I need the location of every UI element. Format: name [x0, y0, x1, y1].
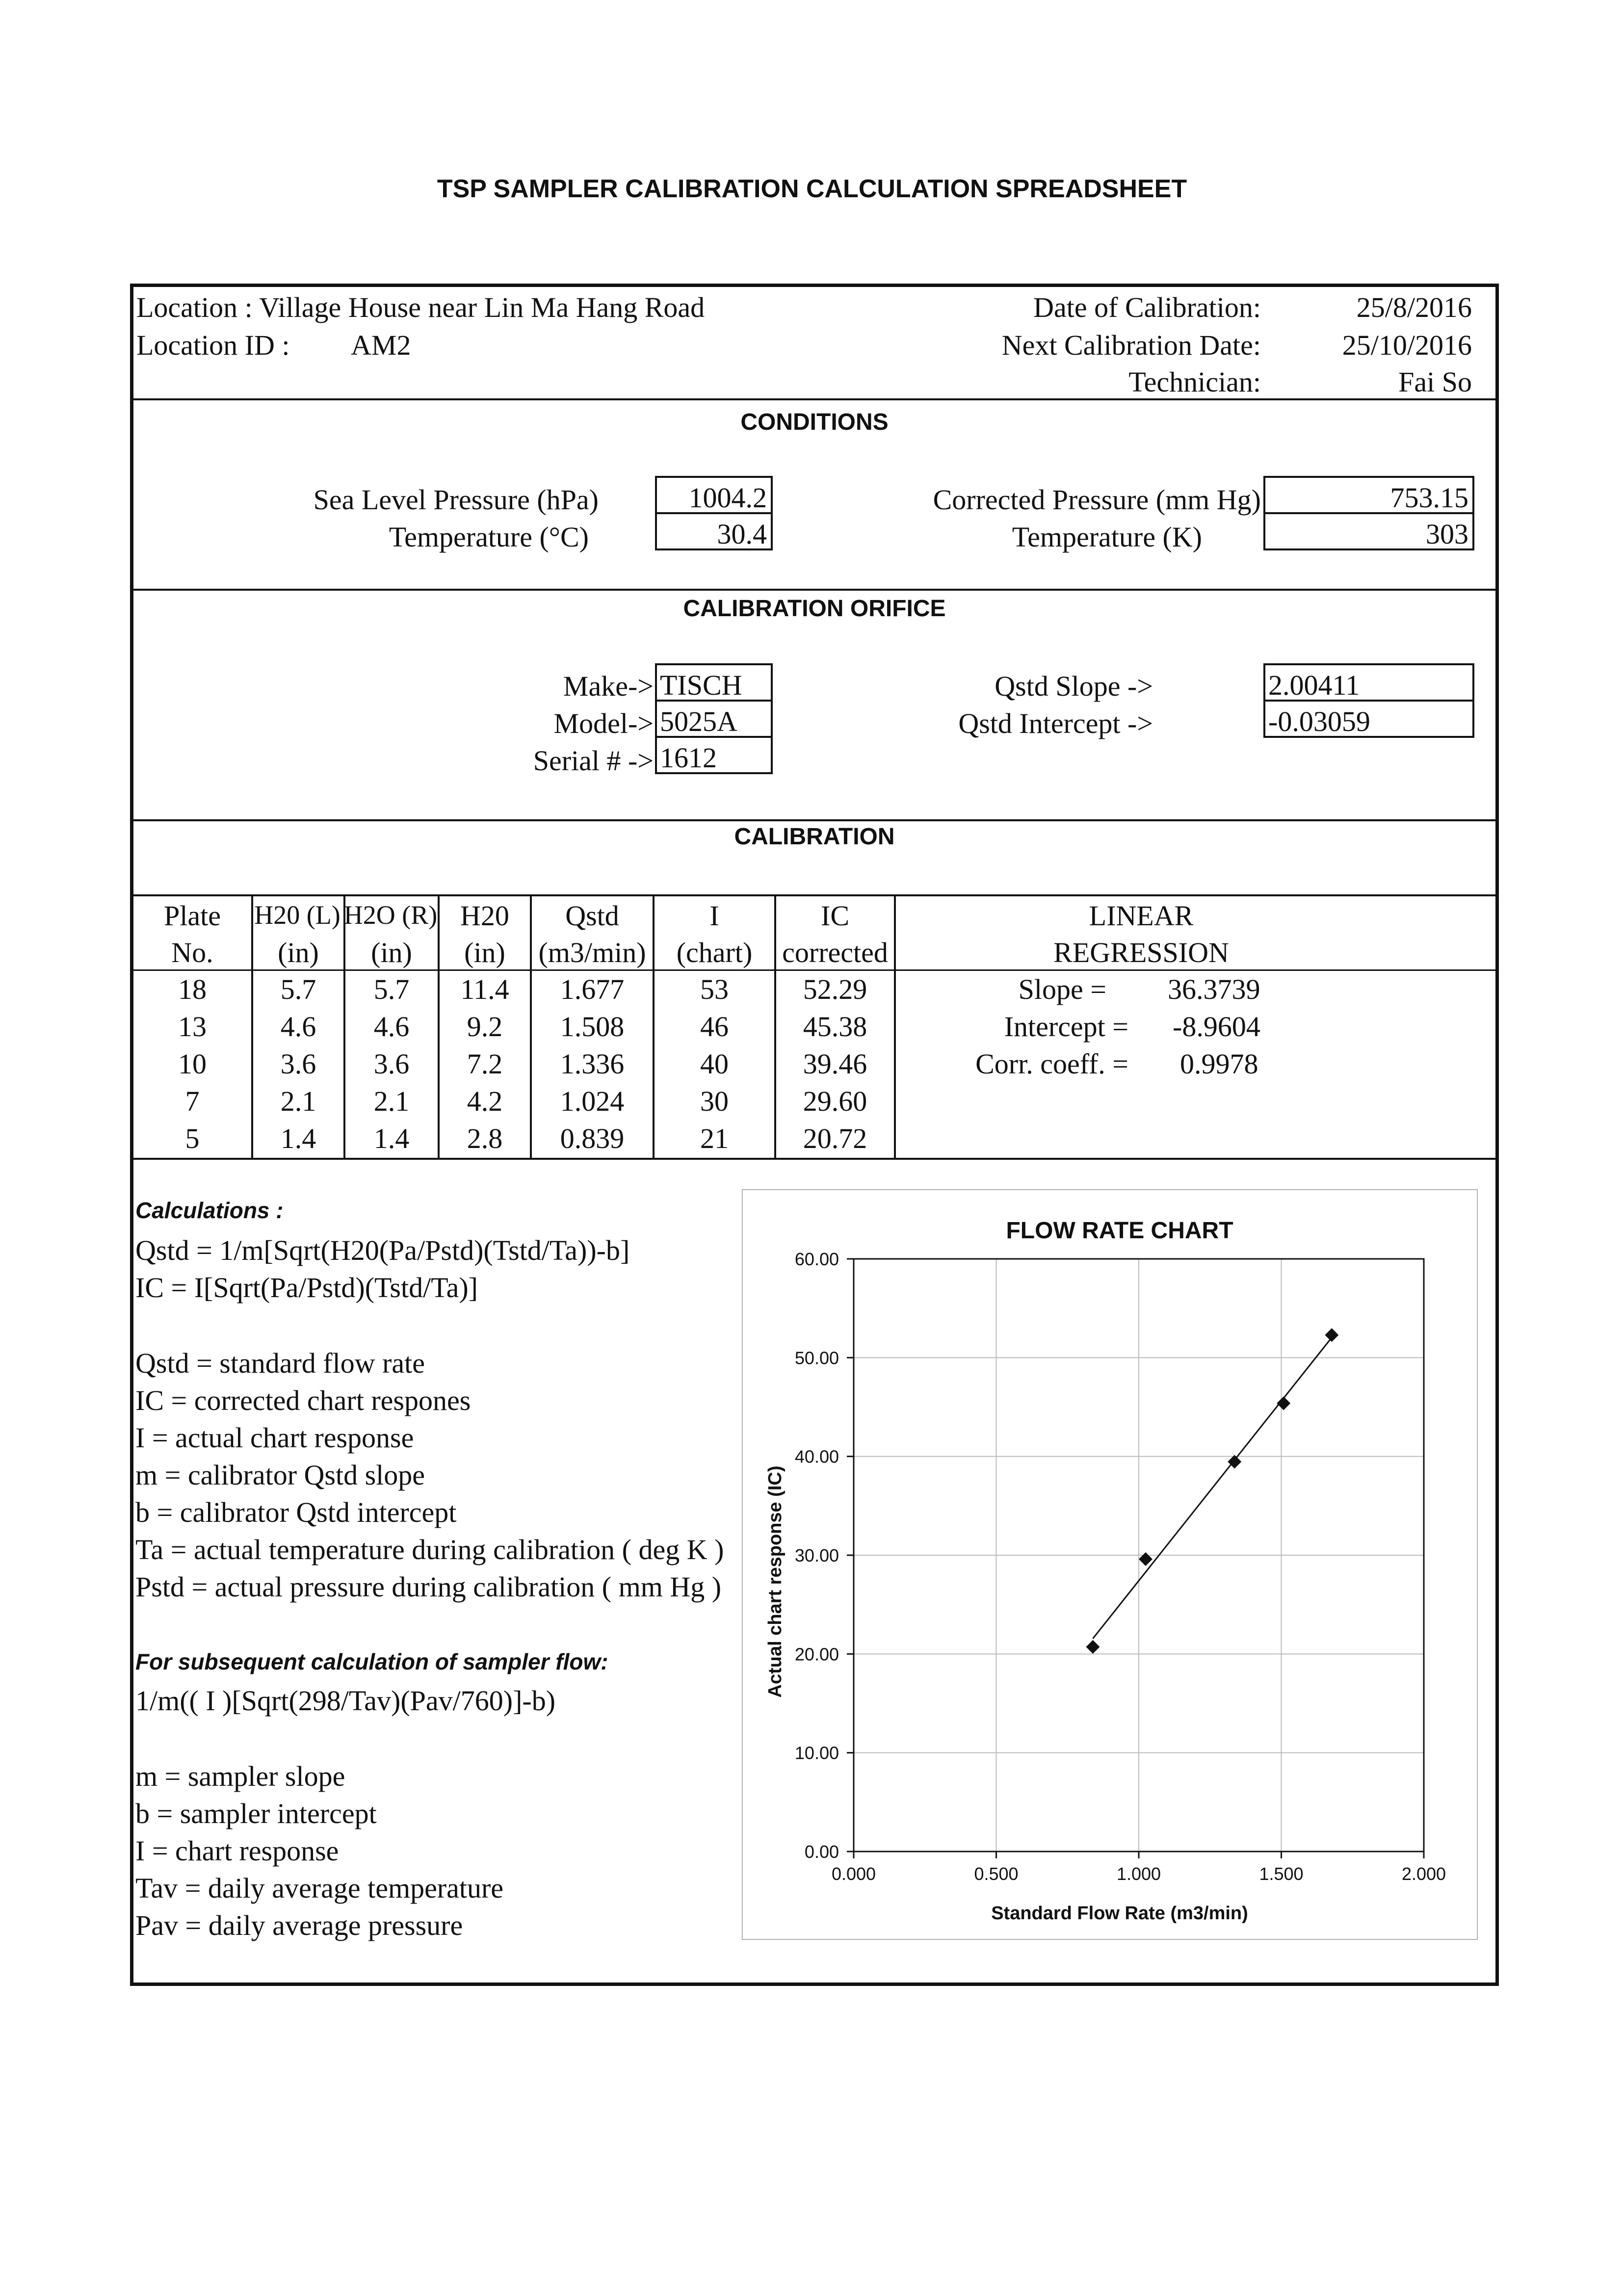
cell-plate: 7	[185, 1085, 200, 1117]
cell-i: 40	[700, 1048, 729, 1080]
header-plate-unit: No.	[171, 937, 213, 968]
qstd-intercept-value: -0.03059	[1263, 700, 1474, 738]
cell-qstd: 1.336	[560, 1048, 625, 1080]
divider-table-bottom	[130, 1158, 1499, 1160]
flow-rate-chart	[742, 1189, 1478, 1940]
definition: b = sampler intercept	[135, 1798, 377, 1829]
definition: Pstd = actual pressure during calibration ( mm Hg )	[135, 1571, 722, 1603]
location-id-value: AM2	[351, 329, 411, 361]
model-value: 5025A	[655, 700, 773, 738]
regression-corr-value: 0.9978	[1180, 1048, 1258, 1080]
chart-title: FLOW RATE CHART	[1006, 1218, 1233, 1244]
cell-h20-l: 3.6	[280, 1048, 316, 1080]
cell-i: 46	[700, 1011, 729, 1043]
serial-value: 1612	[655, 736, 773, 774]
cell-h20: 9.2	[467, 1011, 503, 1043]
temperature-k-value: 303	[1263, 512, 1474, 550]
definition: Tav = daily average temperature	[135, 1872, 504, 1904]
cell-qstd: 1.677	[560, 973, 625, 1005]
conditions-heading: CONDITIONS	[740, 409, 889, 435]
cell-h2o-r: 5.7	[373, 973, 410, 1005]
location-label: Location :	[136, 291, 253, 323]
corrected-pressure-label: Corrected Pressure (mm Hg)	[933, 484, 1261, 516]
sea-level-pressure-label: Sea Level Pressure (hPa)	[313, 484, 599, 516]
cell-plate: 13	[178, 1011, 207, 1043]
sea-level-pressure-value: 1004.2	[655, 476, 773, 514]
cell-i: 21	[700, 1122, 729, 1154]
cell-qstd: 1.508	[560, 1011, 625, 1043]
technician-value: Fai So	[1398, 366, 1472, 398]
definition: Ta = actual temperature during calibration ( deg K )	[135, 1534, 724, 1565]
header-qstd-unit: (m3/min)	[538, 937, 646, 968]
cell-h20: 2.8	[467, 1122, 503, 1154]
temperature-c-label: Temperature (°C)	[389, 521, 589, 553]
header-h20-unit: (in)	[464, 937, 505, 968]
cell-h2o-r: 3.6	[373, 1048, 410, 1080]
divider-orifice	[130, 819, 1499, 821]
definition: Pav = daily average pressure	[135, 1909, 463, 1941]
header-h2o-r-unit: (in)	[371, 937, 412, 968]
qstd-slope-label: Qstd Slope ->	[995, 670, 1153, 702]
y-tick-label: 10.00	[794, 1743, 839, 1763]
cell-h2o-r: 2.1	[373, 1085, 410, 1117]
technician-label: Technician:	[1128, 366, 1261, 398]
header-h2o-r: H2O (R)	[343, 900, 438, 930]
cell-h2o-r: 1.4	[373, 1122, 410, 1154]
definition: b = calibrator Qstd intercept	[135, 1496, 457, 1528]
y-tick-label: 40.00	[794, 1446, 839, 1467]
header-h20-l-unit: (in)	[278, 937, 319, 968]
x-axis-label: Standard Flow Rate (m3/min)	[991, 1903, 1248, 1924]
header-h20-l: H20 (L)	[254, 900, 341, 930]
y-tick-label: 20.00	[794, 1644, 839, 1665]
definition: I = chart response	[135, 1835, 339, 1867]
date-value: 25/8/2016	[1356, 291, 1472, 323]
temperature-k-label: Temperature (K)	[1012, 521, 1202, 553]
regression-intercept-label: Intercept =	[1004, 1011, 1128, 1043]
date-label: Date of Calibration:	[1033, 291, 1261, 323]
calibration-heading: CALIBRATION	[734, 824, 895, 850]
chart-area-border	[742, 1189, 1478, 1940]
x-tick-label: 0.500	[974, 1864, 1019, 1884]
cell-qstd: 0.839	[560, 1122, 625, 1154]
regression-slope-label: Slope =	[1018, 973, 1106, 1005]
subsequent-heading: For subsequent calculation of sampler flow:	[135, 1649, 608, 1674]
calculations-heading: Calculations :	[135, 1198, 284, 1223]
cell-plate: 10	[178, 1048, 207, 1080]
header-i-unit: (chart)	[676, 937, 753, 968]
divider-calibration-heading	[130, 894, 1499, 896]
cell-h2o-r: 4.6	[373, 1011, 410, 1043]
cell-plate: 18	[178, 973, 207, 1005]
cell-i: 53	[700, 973, 729, 1005]
definition: IC = corrected chart respones	[135, 1384, 471, 1416]
x-tick-label: 0.000	[831, 1864, 876, 1884]
regression-slope-value: 36.3739	[1168, 973, 1260, 1005]
cell-ic: 45.38	[803, 1011, 867, 1043]
cell-plate: 5	[185, 1122, 200, 1154]
formula-sampler-flow: 1/m(( I )[Sqrt(298/Tav)(Pav/760)]-b)	[135, 1685, 556, 1717]
header-qstd: Qstd	[565, 900, 619, 932]
qstd-slope-value: 2.00411	[1263, 663, 1474, 702]
definition: Qstd = standard flow rate	[135, 1347, 425, 1379]
cell-ic: 20.72	[803, 1122, 867, 1154]
definition: m = sampler slope	[135, 1760, 345, 1792]
y-axis-label: Actual chart response (IC)	[765, 1465, 786, 1698]
cell-h20: 11.4	[460, 973, 509, 1005]
next-date-label: Next Calibration Date:	[1001, 329, 1261, 361]
header-i: I	[709, 900, 719, 932]
cell-h20: 7.2	[467, 1048, 503, 1080]
header-ic: IC	[821, 900, 849, 932]
make-label: Make->	[563, 670, 654, 702]
definition: m = calibrator Qstd slope	[135, 1459, 425, 1491]
formula-ic: IC = I[Sqrt(Pa/Pstd)(Tstd/Ta)]	[135, 1272, 478, 1304]
definition: I = actual chart response	[135, 1422, 414, 1454]
col-line-7	[894, 894, 896, 1159]
cell-ic: 29.60	[803, 1085, 867, 1117]
divider-table-header	[130, 969, 1499, 971]
formula-qstd: Qstd = 1/m[Sqrt(H20(Pa/Pstd)(Tstd/Ta))-b]	[135, 1234, 630, 1266]
divider-conditions	[130, 589, 1499, 591]
header-ic-unit: corrected	[782, 937, 888, 968]
y-tick-label: 60.00	[794, 1249, 839, 1269]
cell-qstd: 1.024	[560, 1085, 625, 1117]
corrected-pressure-value: 753.15	[1263, 476, 1474, 514]
cell-h20-l: 2.1	[280, 1085, 316, 1117]
regression-intercept-value: -8.9604	[1173, 1011, 1260, 1043]
cell-h20: 4.2	[467, 1085, 503, 1117]
x-tick-label: 2.000	[1401, 1864, 1446, 1884]
y-tick-label: 0.00	[804, 1842, 839, 1862]
page-title: TSP SAMPLER CALIBRATION CALCULATION SPREADSHEET	[437, 175, 1187, 203]
y-tick-label: 30.00	[794, 1545, 839, 1565]
make-value: TISCH	[655, 663, 773, 702]
cell-h20-l: 4.6	[280, 1011, 316, 1043]
model-label: Model->	[553, 707, 654, 739]
divider-header	[130, 398, 1499, 400]
y-tick-label: 50.00	[794, 1348, 839, 1368]
cell-ic: 52.29	[803, 973, 867, 1005]
cell-i: 30	[700, 1085, 729, 1117]
serial-label: Serial # ->	[533, 745, 654, 777]
temperature-c-value: 30.4	[655, 512, 773, 550]
x-tick-label: 1.500	[1259, 1864, 1304, 1884]
cell-ic: 39.46	[803, 1048, 867, 1080]
cell-h20-l: 5.7	[280, 973, 316, 1005]
next-date-value: 25/10/2016	[1342, 329, 1472, 361]
orifice-heading: CALIBRATION ORIFICE	[683, 596, 946, 622]
header-plate: Plate	[164, 900, 221, 932]
regression-corr-label: Corr. coeff. =	[975, 1048, 1128, 1080]
x-tick-label: 1.000	[1116, 1864, 1161, 1884]
qstd-intercept-label: Qstd Intercept ->	[958, 707, 1153, 739]
location-value: Village House near Lin Ma Hang Road	[259, 291, 705, 323]
location-id-label: Location ID :	[136, 329, 290, 361]
regression-title-line1: LINEAR	[1089, 900, 1194, 932]
header-h20: H20	[460, 900, 509, 932]
cell-h20-l: 1.4	[280, 1122, 316, 1154]
regression-title-line2: REGRESSION	[1053, 937, 1229, 968]
